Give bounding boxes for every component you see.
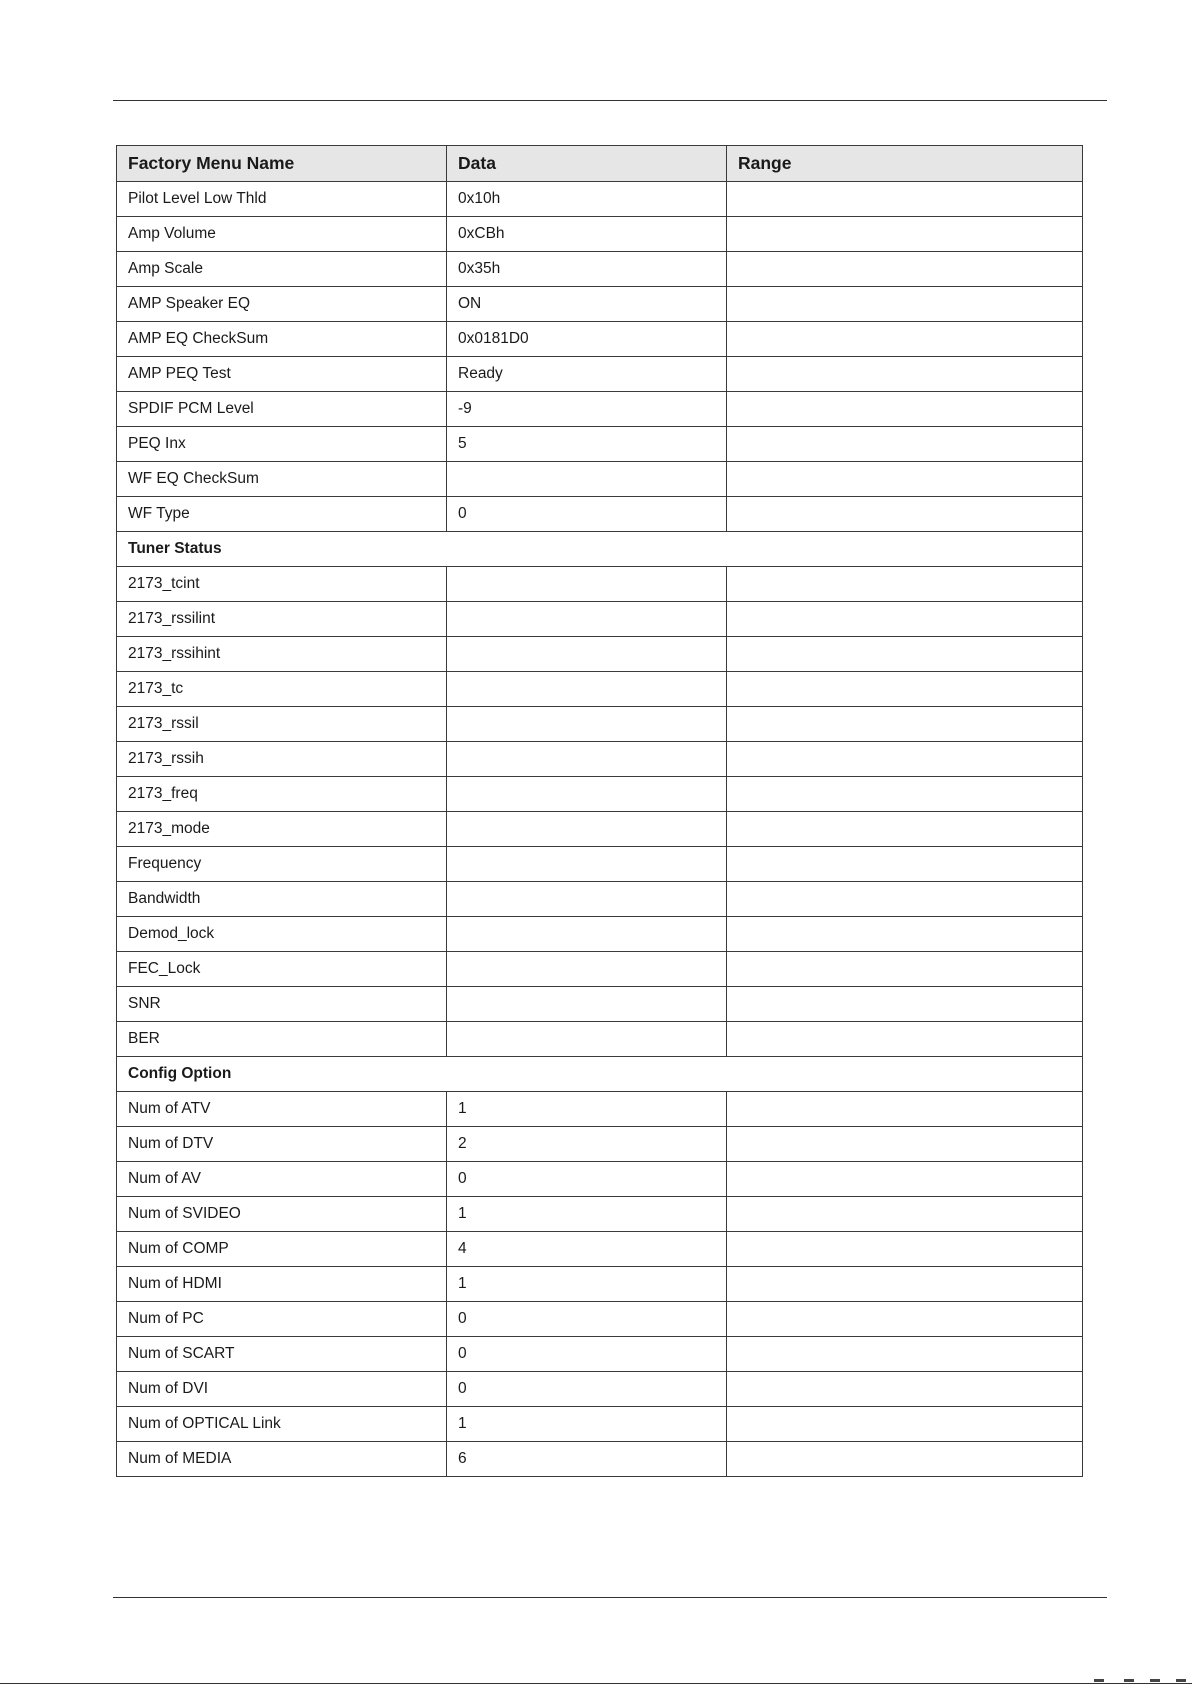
- cell-menu-name: Pilot Level Low Thld: [117, 182, 447, 217]
- cell-range: [727, 987, 1083, 1022]
- cell-data: [447, 462, 727, 497]
- cell-menu-name: Num of OPTICAL Link: [117, 1407, 447, 1442]
- cell-menu-name: Num of SVIDEO: [117, 1197, 447, 1232]
- cell-data: 0: [447, 1162, 727, 1197]
- table-row: [117, 637, 1083, 672]
- section-row: [117, 532, 1083, 567]
- table-row: [117, 497, 1083, 532]
- cell-data: 4: [447, 1232, 727, 1267]
- cell-range: [727, 917, 1083, 952]
- cell-range: [727, 1232, 1083, 1267]
- cell-data: 1: [447, 1267, 727, 1302]
- table-row: [117, 602, 1083, 637]
- table-row: [117, 1022, 1083, 1057]
- table-row: [117, 567, 1083, 602]
- section-title: Config Option: [117, 1057, 1083, 1092]
- table-row: [117, 672, 1083, 707]
- table-row: [117, 1302, 1083, 1337]
- section-title: Tuner Status: [117, 532, 1083, 567]
- table-row: [117, 462, 1083, 497]
- cell-data: [447, 672, 727, 707]
- cell-data: [447, 847, 727, 882]
- table-row: [117, 952, 1083, 987]
- cell-data: 2: [447, 1127, 727, 1162]
- cell-range: [727, 1372, 1083, 1407]
- cell-range: [727, 952, 1083, 987]
- cell-range: [727, 1442, 1083, 1477]
- table-row: [117, 1407, 1083, 1442]
- cell-menu-name: 2173_rssihint: [117, 637, 447, 672]
- cell-data: 5: [447, 427, 727, 462]
- table-row: [117, 1162, 1083, 1197]
- factory-menu-table: [116, 145, 1083, 1477]
- cell-menu-name: Num of MEDIA: [117, 1442, 447, 1477]
- section-row: [117, 1057, 1083, 1092]
- cell-menu-name: SPDIF PCM Level: [117, 392, 447, 427]
- cell-data: 1: [447, 1197, 727, 1232]
- cell-menu-name: Num of PC: [117, 1302, 447, 1337]
- table-row: [117, 987, 1083, 1022]
- cell-data: 6: [447, 1442, 727, 1477]
- cell-range: [727, 847, 1083, 882]
- cell-data: 0xCBh: [447, 217, 727, 252]
- cell-data: -9: [447, 392, 727, 427]
- cell-range: [727, 1197, 1083, 1232]
- cell-range: [727, 707, 1083, 742]
- cell-data: [447, 637, 727, 672]
- cell-data: 0: [447, 1372, 727, 1407]
- cell-range: [727, 1407, 1083, 1442]
- cell-data: 0x0181D0: [447, 322, 727, 357]
- cell-data: [447, 812, 727, 847]
- cell-data: [447, 567, 727, 602]
- table-row: [117, 1197, 1083, 1232]
- table-row: [117, 707, 1083, 742]
- cell-menu-name: Num of AV: [117, 1162, 447, 1197]
- cell-menu-name: Bandwidth: [117, 882, 447, 917]
- cell-range: [727, 357, 1083, 392]
- table-row: [117, 1092, 1083, 1127]
- cell-range: [727, 1267, 1083, 1302]
- table-row: [117, 1127, 1083, 1162]
- column-header-data: Data: [447, 146, 727, 182]
- table-row: [117, 252, 1083, 287]
- cell-menu-name: AMP EQ CheckSum: [117, 322, 447, 357]
- table-row: [117, 357, 1083, 392]
- crop-mark: [1150, 1679, 1160, 1682]
- table-row: [117, 1442, 1083, 1477]
- cell-menu-name: Num of DVI: [117, 1372, 447, 1407]
- cell-menu-name: Num of HDMI: [117, 1267, 447, 1302]
- cell-range: [727, 287, 1083, 322]
- table-row: [117, 777, 1083, 812]
- table-row: [117, 917, 1083, 952]
- table-header: [117, 146, 1083, 182]
- cell-menu-name: 2173_rssih: [117, 742, 447, 777]
- cell-range: [727, 602, 1083, 637]
- cell-range: [727, 217, 1083, 252]
- cell-data: [447, 917, 727, 952]
- cell-menu-name: PEQ Inx: [117, 427, 447, 462]
- cell-range: [727, 1337, 1083, 1372]
- table-row: [117, 1337, 1083, 1372]
- cell-menu-name: BER: [117, 1022, 447, 1057]
- cell-menu-name: Num of ATV: [117, 1092, 447, 1127]
- cell-data: 0x35h: [447, 252, 727, 287]
- cell-menu-name: 2173_rssilint: [117, 602, 447, 637]
- cell-range: [727, 672, 1083, 707]
- table-row: [117, 882, 1083, 917]
- crop-mark: [1094, 1679, 1104, 1682]
- header-rule: [113, 100, 1107, 101]
- cell-menu-name: WF Type: [117, 497, 447, 532]
- cell-range: [727, 322, 1083, 357]
- table-row: [117, 182, 1083, 217]
- cell-range: [727, 1092, 1083, 1127]
- cell-menu-name: 2173_mode: [117, 812, 447, 847]
- table-row: [117, 847, 1083, 882]
- table-row: [117, 392, 1083, 427]
- cell-menu-name: Num of COMP: [117, 1232, 447, 1267]
- table-row: [117, 1372, 1083, 1407]
- cell-data: [447, 707, 727, 742]
- table-row: [117, 217, 1083, 252]
- cell-data: 0x10h: [447, 182, 727, 217]
- cell-data: 0: [447, 1337, 727, 1372]
- cell-data: [447, 1022, 727, 1057]
- cell-range: [727, 182, 1083, 217]
- cell-data: ON: [447, 287, 727, 322]
- cell-range: [727, 777, 1083, 812]
- cell-menu-name: AMP PEQ Test: [117, 357, 447, 392]
- table-row: [117, 427, 1083, 462]
- cell-menu-name: AMP Speaker EQ: [117, 287, 447, 322]
- table-body: [117, 182, 1083, 1477]
- cell-range: [727, 427, 1083, 462]
- cell-range: [727, 1127, 1083, 1162]
- cell-menu-name: Frequency: [117, 847, 447, 882]
- page-bottom-rule: [0, 1683, 1192, 1684]
- cell-range: [727, 1302, 1083, 1337]
- cell-range: [727, 252, 1083, 287]
- cell-data: [447, 952, 727, 987]
- cell-menu-name: 2173_rssil: [117, 707, 447, 742]
- cell-data: Ready: [447, 357, 727, 392]
- table-row: [117, 742, 1083, 777]
- cell-data: [447, 742, 727, 777]
- cell-data: [447, 602, 727, 637]
- crop-mark: [1176, 1679, 1186, 1682]
- cell-data: [447, 987, 727, 1022]
- cell-menu-name: 2173_tc: [117, 672, 447, 707]
- column-header-factory-menu-name: Factory Menu Name: [117, 146, 447, 182]
- cell-range: [727, 812, 1083, 847]
- cell-menu-name: WF EQ CheckSum: [117, 462, 447, 497]
- cell-menu-name: 2173_tcint: [117, 567, 447, 602]
- cell-data: 1: [447, 1407, 727, 1442]
- cell-menu-name: Num of DTV: [117, 1127, 447, 1162]
- cell-data: 0: [447, 497, 727, 532]
- table-row: [117, 1267, 1083, 1302]
- crop-mark: [1124, 1679, 1134, 1682]
- column-header-range: Range: [727, 146, 1083, 182]
- cell-menu-name: Demod_lock: [117, 917, 447, 952]
- header-row: [117, 146, 1083, 182]
- cell-range: [727, 1162, 1083, 1197]
- cell-menu-name: Num of SCART: [117, 1337, 447, 1372]
- cell-menu-name: Amp Scale: [117, 252, 447, 287]
- cell-data: [447, 777, 727, 812]
- cell-menu-name: 2173_freq: [117, 777, 447, 812]
- table-row: [117, 1232, 1083, 1267]
- cell-range: [727, 742, 1083, 777]
- cell-range: [727, 392, 1083, 427]
- footer-rule: [113, 1597, 1107, 1598]
- table-row: [117, 812, 1083, 847]
- cell-range: [727, 1022, 1083, 1057]
- table-row: [117, 287, 1083, 322]
- cell-range: [727, 637, 1083, 672]
- cell-data: 1: [447, 1092, 727, 1127]
- cell-menu-name: FEC_Lock: [117, 952, 447, 987]
- cell-data: [447, 882, 727, 917]
- cell-data: 0: [447, 1302, 727, 1337]
- cell-range: [727, 497, 1083, 532]
- table-row: [117, 322, 1083, 357]
- cell-range: [727, 462, 1083, 497]
- cell-range: [727, 567, 1083, 602]
- cell-range: [727, 882, 1083, 917]
- cell-menu-name: Amp Volume: [117, 217, 447, 252]
- cell-menu-name: SNR: [117, 987, 447, 1022]
